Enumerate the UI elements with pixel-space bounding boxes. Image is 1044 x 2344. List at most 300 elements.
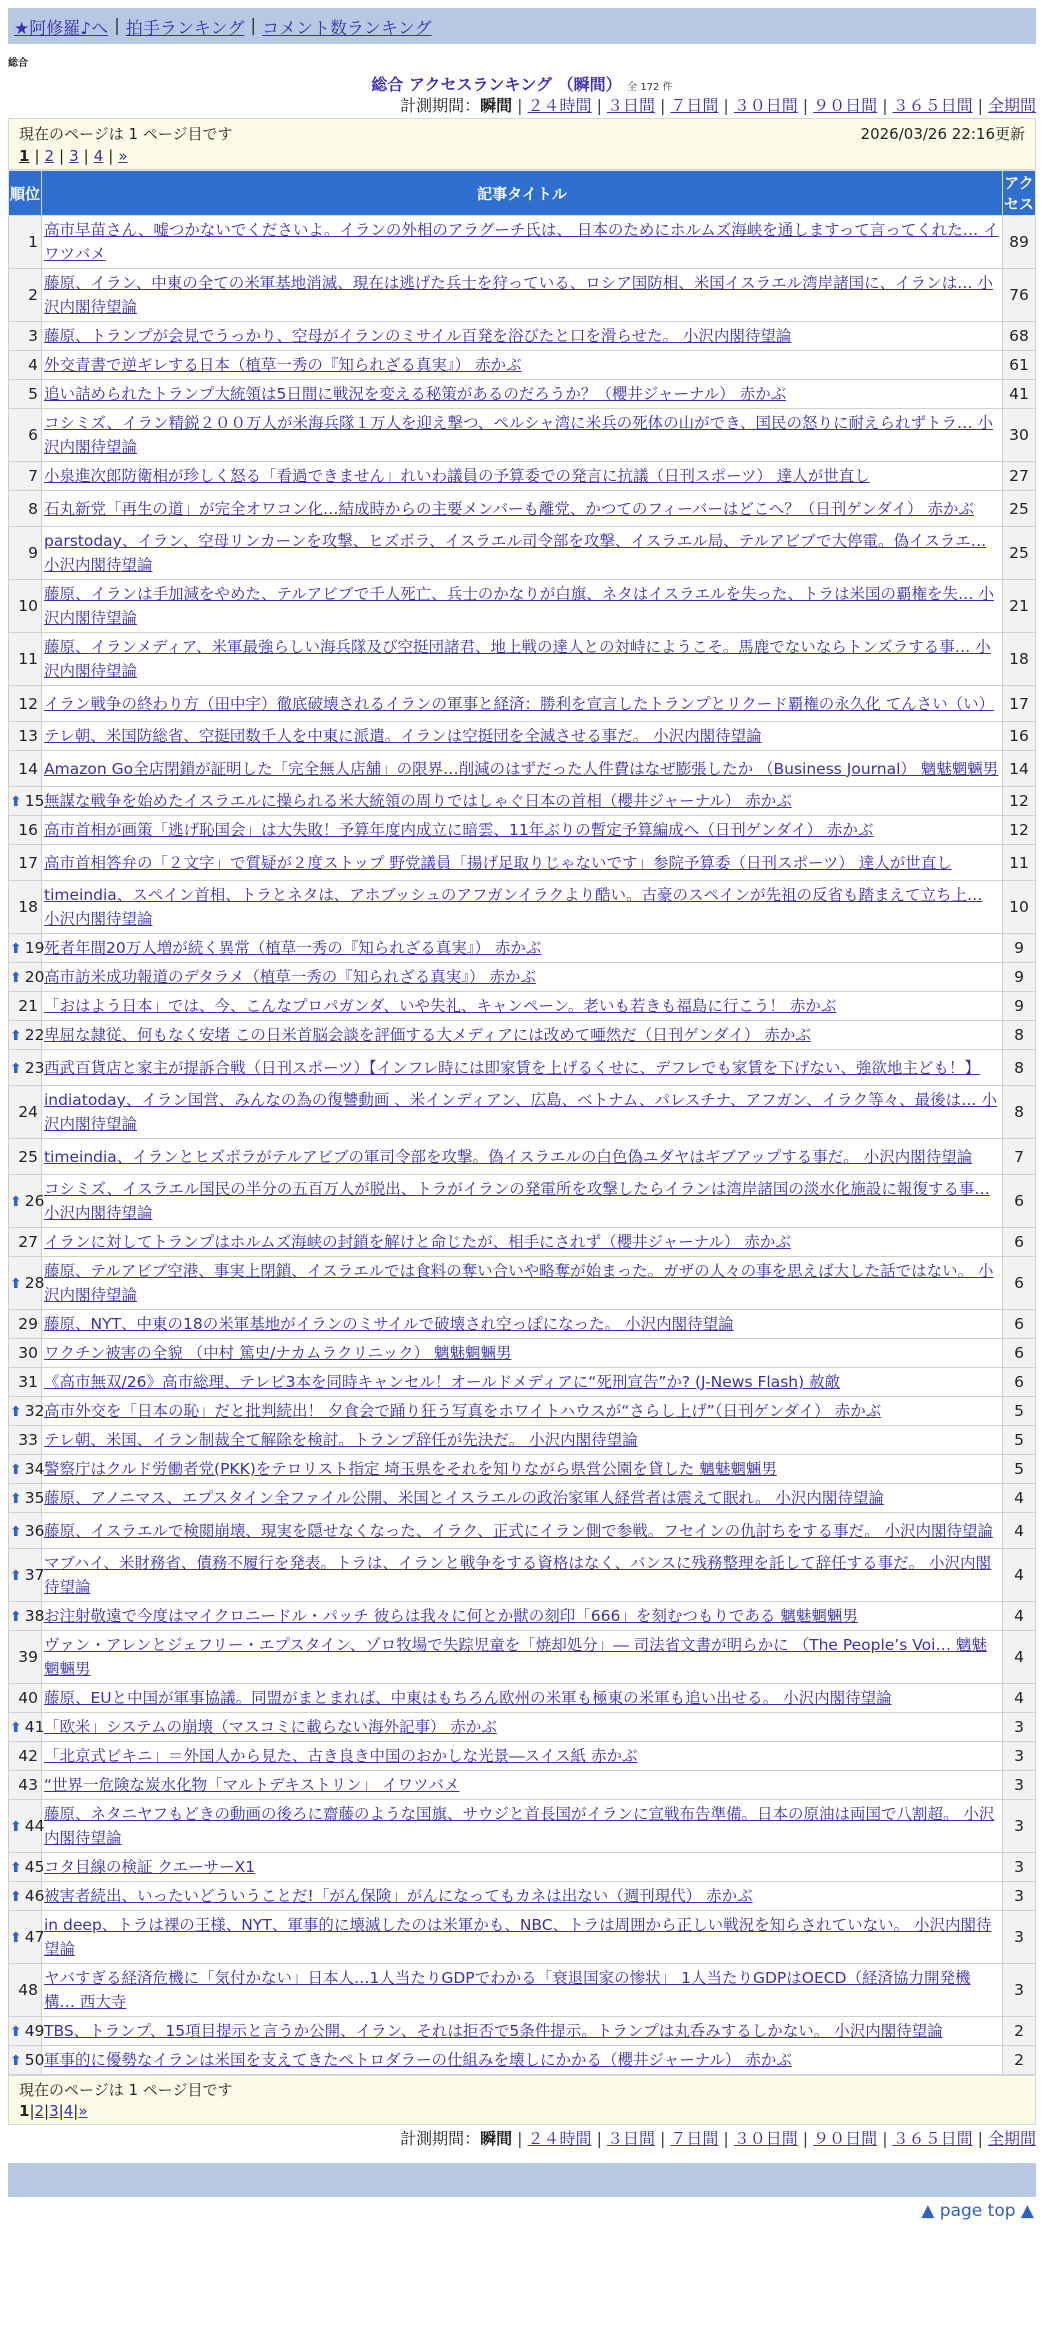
rank-number: 38	[24, 1607, 45, 1625]
title-cell	[42, 1426, 1003, 1455]
rank-cell	[9, 1228, 42, 1257]
article-link[interactable]: 軍事的に優勢なイランは米国を支えてきたペトロダラーの仕組みを壊しにかかる（櫻井ジャーナル） 赤かぶ	[44, 2051, 792, 2069]
rank-cell	[9, 1455, 45, 1484]
title-cell	[42, 1021, 1003, 1050]
article-link[interactable]: 藤原、イランメディア、米軍最強らしい海兵隊及び空挺団諸君、地上戦の達人との対峙にようこそ。馬鹿でないならトンズラする事… 小沢内閣待望論	[44, 638, 991, 680]
access-count: 5	[1003, 1397, 1036, 1426]
page-title	[0, 72, 1044, 94]
table-row	[9, 1882, 1036, 1911]
rank-cell	[9, 527, 42, 580]
article-link[interactable]: timeindia、スペイン首相、トラとネタは、アホブッシュのアフガンイラクより酷い。古豪のスペインが先祖の反省も踏まえて立ち上… 小沢内閣待望論	[44, 886, 983, 928]
title-cell	[42, 1310, 1003, 1339]
article-link[interactable]: ワクチン被害の全貌 （中村 篤史/ナカムラクリニック） 魑魅魍魎男	[44, 1344, 512, 1362]
rank-cell	[9, 633, 42, 686]
page-link[interactable]: 4	[93, 147, 104, 165]
rank-number: 44	[24, 1817, 45, 1835]
article-link[interactable]: timeindia、イランとヒズボラがテルアビブの軍司令部を攻撃。偽イスラエルの白色偽ユダヤはギブアップする事だ。 小沢内閣待望論	[44, 1147, 973, 1166]
rank-number: 49	[24, 2022, 45, 2040]
rank-number: 29	[18, 1315, 38, 1333]
rank-cell	[9, 1397, 45, 1426]
col-title-header: 記事タイトル	[42, 171, 1003, 216]
table-row	[9, 751, 1036, 787]
article-link[interactable]: コシミズ、イスラエル国民の半分の五百万人が脱出、トラがイランの発電所を攻撃したらイランは湾岸諸国の淡水化施設に報復する事… 小沢内閣待望論	[44, 1180, 990, 1222]
article-link[interactable]: 藤原、イスラエルで検閲崩壊、現実を隠せなくなった、イラク、正式にイラン側で参戦。フセインの仇討ちをする事だ。 小沢内閣待望論	[44, 1521, 994, 1540]
rank-number: 12	[18, 694, 38, 713]
rank-cell	[9, 992, 42, 1021]
rank-number: 24	[18, 1103, 38, 1121]
rank-number: 22	[24, 1026, 45, 1044]
rank-number: 5	[28, 385, 38, 403]
table-row	[9, 1771, 1036, 1800]
access-count: 11	[1003, 845, 1036, 881]
period-separator: |	[802, 96, 809, 115]
table-row	[9, 527, 1036, 580]
page-separator: |	[58, 2102, 64, 2120]
article-link[interactable]: 藤原、テルアビブ空港、事実上閉鎖、イスラエルでは食料の奪い合いや略奪が始まった。ガザの人々の事を思えば大した話ではない。 小沢内閣待望論	[44, 1262, 994, 1304]
page-link[interactable]: 3	[49, 2102, 59, 2120]
current-page: 1	[19, 147, 30, 165]
access-count: 7	[1003, 1139, 1036, 1175]
access-count: 21	[1003, 580, 1036, 633]
rank-cell	[9, 1549, 45, 1602]
title-cell	[42, 1713, 1003, 1742]
table-row	[9, 1742, 1036, 1771]
article-link[interactable]: イラン戦争の終わり方（田中宇）徹底破壊されるイランの軍事と経済：勝利を宣言したトランプとリクード覇権の永久化 てんさい（い）	[44, 694, 995, 713]
period-link[interactable]: ３６５日間	[892, 2129, 973, 2148]
rank-up-icon: ⬆	[10, 1889, 22, 1905]
access-count: 2	[1003, 2046, 1036, 2075]
rank-number: 21	[18, 997, 38, 1015]
period-link[interactable]: ７日間	[670, 2129, 719, 2148]
home-link[interactable]: ★阿修羅♪へ	[14, 18, 109, 39]
access-count: 4	[1003, 1484, 1036, 1513]
article-link[interactable]: 「欧米」システムの崩壊（マスコミに載らない海外記事） 赤かぶ	[44, 1718, 497, 1736]
access-count: 18	[1003, 633, 1036, 686]
article-link[interactable]: 《高市無双/26》高市総理、テレビ3本を同時キャンセル！オールドメディアに“死刑宣告”か? (J-News Flash) 赦敵	[44, 1373, 841, 1391]
title-cell	[42, 1339, 1003, 1368]
next-page-link[interactable]: »	[118, 147, 128, 165]
title-cell	[42, 1086, 1003, 1139]
article-link[interactable]: parstoday、イラン、空母リンカーンを攻撃、ヒズボラ、イスラエル司令部を攻撃、イスラエル局、テルアビブで大停電。偽イスラエ… 小沢内閣待望論	[44, 532, 987, 574]
rank-cell	[9, 2046, 45, 2075]
site-label: 総合	[8, 58, 28, 69]
article-link[interactable]: 高市首相が画策「逃げ恥国会」は大失敗！予算年度内成立に暗雲、11年ぶりの暫定予算編成へ（日刊ゲンダイ） 赤かぶ	[44, 821, 874, 839]
period-link[interactable]: ９０日間	[813, 2129, 878, 2148]
page-separator: |	[83, 147, 89, 165]
rank-up-icon: ⬆	[10, 2053, 22, 2069]
page-separator: |	[73, 2102, 79, 2120]
rank-number: 28	[24, 1274, 45, 1292]
title-cell	[42, 1368, 1003, 1397]
title-cell	[42, 1771, 1003, 1800]
rank-number: 43	[18, 1776, 38, 1794]
rank-up-icon: ⬆	[10, 1276, 22, 1292]
article-link[interactable]: ヤバすぎる経済危機に「気付かない」日本人…1人当たりGDPでわかる「衰退国家の惨状」 1人当たりGDPはOECD（経済協力開発機構… 西大寺	[44, 1969, 971, 2011]
article-link[interactable]: マブハイ、米財務省、債務不履行を発表。トラは、イランと戦争をする資格はなく、バンスに残務整理を託して辞任する事だ。 小沢内閣待望論	[44, 1554, 992, 1596]
rank-cell	[9, 1771, 42, 1800]
title-cell	[42, 2017, 1003, 2046]
comment-ranking-link[interactable]: コメント数ランキング	[262, 18, 432, 39]
article-link[interactable]: 死者年間20万人増が続く異常（植草一秀の『知られざる真実』） 赤かぶ	[44, 939, 542, 957]
access-count: 25	[1003, 527, 1036, 580]
table-row	[9, 1911, 1036, 1964]
title-cell	[42, 787, 1003, 816]
rank-number: 23	[24, 1058, 45, 1077]
table-row	[9, 1853, 1036, 1882]
period-link[interactable]: ３日間	[606, 2129, 655, 2148]
title-cell	[42, 1513, 1003, 1549]
table-row	[9, 1602, 1036, 1631]
access-count: 6	[1003, 1257, 1036, 1310]
table-row	[9, 1684, 1036, 1713]
article-link[interactable]: 藤原、ネタニヤフもどきの動画の後ろに齋藤のような国旗、サウジと首長国がイランに宣戦布告準備。日本の原油は両国で八割超。 小沢内閣待望論	[44, 1805, 995, 1847]
access-count: 10	[1003, 881, 1036, 934]
table-row	[9, 1455, 1036, 1484]
table-row	[9, 380, 1036, 409]
period-separator: |	[596, 96, 602, 115]
article-link[interactable]: コタ目線の検証 クエーサーX1	[44, 1858, 256, 1876]
access-count: 6	[1003, 1228, 1036, 1257]
access-count: 3	[1003, 1853, 1036, 1882]
article-link[interactable]: 石丸新党「再生の道」が完全オワコン化…結成時からの主要メンバーも離党、かつてのフィーバーはどこへ？（日刊ゲンダイ） 赤かぶ	[44, 499, 974, 518]
rank-number: 33	[18, 1431, 38, 1449]
nav-separator: |	[250, 16, 257, 36]
title-cell	[42, 845, 1003, 881]
rank-number: 15	[24, 792, 45, 810]
period-link[interactable]: ９０日間	[813, 96, 878, 115]
article-link[interactable]: イランに対してトランプはホルムズ海峡の封鎖を解けと命じたが、相手にされず（櫻井ジャーナル） 赤かぶ	[44, 1233, 791, 1251]
col-rank-header: 順位	[9, 171, 42, 216]
rank-cell	[9, 2017, 45, 2046]
title-cell	[42, 2046, 1003, 2075]
rank-number: 4	[28, 356, 38, 374]
period-link[interactable]: 全期間	[987, 2129, 1036, 2148]
access-count: 6	[1003, 1339, 1036, 1368]
table-row	[9, 491, 1036, 527]
table-row	[9, 269, 1036, 322]
access-count: 4	[1003, 1631, 1036, 1684]
access-count: 2	[1003, 2017, 1036, 2046]
title-cell	[42, 1455, 1003, 1484]
rank-number: 40	[18, 1689, 38, 1707]
article-link[interactable]: TBS、トランプ、15項目提示と言うか公開、イラン、それは拒否で5条件提示。トランプは丸呑みするしかない。 小沢内閣待望論	[44, 2022, 943, 2040]
rank-cell	[9, 491, 42, 527]
article-link[interactable]: 卑屈な隷従、何もなく安堵 この日米首脳会談を評価する大メディアには改めて唖然だ（日刊ゲンダイ） 赤かぶ	[44, 1026, 811, 1044]
page-separator: |	[29, 2102, 35, 2120]
article-link[interactable]: 藤原、アノニマス、エプスタイン全ファイル公開、米国とイスラエルの政治家軍人経営者は震えて眠れ。 小沢内閣待望論	[44, 1489, 884, 1507]
article-link[interactable]: ヴァン・アレンとジェフリー・エプスタイン、ゾロ牧場で失踪児童を「焼却処分」― 司法省文書が明らかに （The People’s Voi… 魑魅魍魎男	[44, 1636, 987, 1678]
rank-up-icon: ⬆	[10, 1860, 22, 1876]
access-count: 4	[1003, 1684, 1036, 1713]
access-count: 3	[1003, 1964, 1036, 2017]
title-cell	[42, 1228, 1003, 1257]
access-count: 16	[1003, 722, 1036, 751]
table-row	[9, 1631, 1036, 1684]
period-link[interactable]: ３０日間	[733, 2129, 798, 2148]
article-link[interactable]: 外交青書で逆ギレする日本（植草一秀の『知られざる真実』） 赤かぶ	[44, 356, 522, 374]
rank-number: 17	[18, 853, 38, 872]
page-status-bottom: 現在のページは 1 ページ目です	[19, 2080, 233, 2099]
rank-cell	[9, 1310, 42, 1339]
title-cell	[42, 1050, 1003, 1086]
page-top-link[interactable]: ▲ page top ▲	[921, 2201, 1034, 2221]
rank-up-icon: ⬆	[10, 941, 22, 957]
rank-up-icon: ⬆	[10, 1930, 22, 1946]
title-cell	[42, 1742, 1003, 1771]
article-link[interactable]: 藤原、NYT、中東の18の米軍基地がイランのミサイルで破壊され空っぽになった。 小沢内閣待望論	[44, 1315, 734, 1333]
rank-cell	[9, 686, 42, 722]
page-link[interactable]: 2	[34, 2102, 45, 2120]
rank-number: 7	[28, 467, 38, 485]
article-link[interactable]: 高市外交を「日本の恥」だと批判続出！ 夕食会で踊り狂う写真をホワイトハウスが“さらし上げ”（日刊ゲンダイ） 赤かぶ	[44, 1402, 882, 1420]
title-cell	[42, 1175, 1003, 1228]
title-cell	[42, 462, 1003, 491]
article-link[interactable]: “世界一危険な炭水化物「マルトデキストリン」 イワツバメ	[44, 1776, 460, 1794]
period-separator: |	[802, 2129, 809, 2148]
rank-up-icon: ⬆	[10, 1523, 22, 1540]
article-link[interactable]: 被害者続出、いったいどういうことだ!「がん保険」がんになってもカネは出ない（週刊現代） 赤かぶ	[44, 1887, 753, 1905]
rank-cell	[9, 1021, 45, 1050]
table-row	[9, 1086, 1036, 1139]
table-row	[9, 934, 1036, 963]
rank-number: 11	[18, 650, 38, 668]
article-link[interactable]: Amazon Go全店閉鎖が証明した「完全無人店舗」の限界…削減のはずだった人件費はなぜ膨張したか （Business Journal） 魑魅魍魎男	[44, 759, 999, 778]
rank-cell	[9, 1853, 45, 1882]
table-row	[9, 1964, 1036, 2017]
rank-number: 45	[24, 1858, 45, 1876]
rank-up-icon: ⬆	[10, 1060, 22, 1077]
table-row	[9, 1175, 1036, 1228]
page-separator: |	[44, 2102, 50, 2120]
rank-cell	[9, 787, 45, 816]
article-link[interactable]: 無謀な戦争を始めたイスラエルに操られる米大統領の周りではしゃぐ日本の首相（櫻井ジャーナル） 赤かぶ	[44, 792, 792, 810]
article-link[interactable]: 藤原、イランは手加減をやめた、テルアビブで千人死亡、兵士のかなりが白旗、ネタはイスラエルを失った、トラは米国の覇権を失… 小沢内閣待望論	[44, 585, 994, 627]
updated-time: 2026/03/26 22:16更新	[860, 124, 1025, 143]
access-count: 12	[1003, 816, 1036, 845]
rank-number: 1	[28, 233, 38, 251]
rank-cell	[9, 1257, 45, 1310]
table-row	[9, 633, 1036, 686]
rank-cell	[9, 1426, 42, 1455]
table-row	[9, 1426, 1036, 1455]
period-separator: |	[723, 96, 729, 115]
title-cell	[42, 963, 1003, 992]
table-row	[9, 1484, 1036, 1513]
rank-number: 20	[24, 968, 45, 986]
access-count: 25	[1003, 491, 1036, 527]
article-link[interactable]: テレ朝、米国防総省、空挺団数千人を中東に派遣。イランは空挺団を全滅させる事だ。 小沢内閣待望論	[44, 727, 762, 745]
rank-cell	[9, 1513, 45, 1549]
table-row	[9, 1549, 1036, 1602]
rank-cell	[9, 462, 42, 491]
rank-cell	[9, 1368, 42, 1397]
article-link[interactable]: in deep、トラは裸の王様、NYT、軍事的に壊滅したのは米軍かも、NBC、トラは周囲から正しい戦況を知らされていない。 小沢内閣待望論	[44, 1916, 992, 1958]
title-cell	[42, 881, 1003, 934]
article-link[interactable]: 追い詰められたトランプ大統領は5日間に戦況を変える秘策があるのだろうか？（櫻井ジャーナル） 赤かぶ	[44, 385, 787, 403]
rank-number: 27	[18, 1233, 38, 1251]
access-count: 3	[1003, 1911, 1036, 1964]
current-page: 1	[19, 2102, 30, 2120]
table-row	[9, 1021, 1036, 1050]
table-row	[9, 1397, 1036, 1426]
article-link[interactable]: 藤原、イラン、中東の全ての米軍基地消滅、現在は逃げた兵士を狩っている、ロシア国防相、米国イスラエル湾岸諸国に、イランは… 小沢内閣待望論	[44, 274, 994, 316]
rank-cell	[9, 1684, 42, 1713]
access-count: 8	[1003, 1086, 1036, 1139]
rank-cell	[9, 934, 45, 963]
rank-cell	[9, 1484, 45, 1513]
title-cell	[42, 1602, 1003, 1631]
title-cell	[42, 1964, 1003, 2017]
rank-number: 41	[24, 1718, 45, 1736]
rank-up-icon: ⬆	[10, 1194, 22, 1210]
rank-number: 18	[18, 898, 38, 916]
article-link[interactable]: 高市首相答弁の「２文字」で質疑が２度ストップ 野党議員「揚げ足取りじゃないです」参院予算委（日刊スポーツ） 達人が世直し	[44, 853, 952, 872]
period-link[interactable]: ３日間	[606, 96, 655, 115]
title-cell	[42, 322, 1003, 351]
title-cell	[42, 751, 1003, 787]
table-row	[9, 992, 1036, 1021]
access-count: 27	[1003, 462, 1036, 491]
page-status: 現在のページは 1 ページ目です	[19, 124, 233, 143]
article-link[interactable]: 高市早苗さん、嘘つかないでくださいよ。イランの外相のアラグーチ氏は、 日本のためにホルムズ海峡を通しますって言ってくれた… イワツバメ	[44, 221, 999, 263]
article-link[interactable]: 藤原、EUと中国が軍事協議。同盟がまとまれば、中東はもちろん欧州の米軍も極東の米軍も追い出せる。 小沢内閣待望論	[44, 1689, 892, 1707]
title-cell	[42, 491, 1003, 527]
access-count: 17	[1003, 686, 1036, 722]
title-cell	[42, 722, 1003, 751]
article-link[interactable]: 西武百貨店と家主が提訴合戦（日刊スポーツ）【インフレ時には即家賃を上げるくせに、デフレでも家賃を下げない、強欲地主ども！】	[44, 1058, 980, 1077]
period-link[interactable]: ３６５日間	[892, 96, 973, 115]
access-count: 3	[1003, 1882, 1036, 1911]
table-row	[9, 816, 1036, 845]
rank-cell	[9, 1964, 42, 2017]
page-link[interactable]: 2	[44, 147, 55, 165]
table-row	[9, 1050, 1036, 1086]
applause-ranking-link[interactable]: 拍手ランキング	[125, 18, 245, 39]
period-link[interactable]: ７日間	[670, 96, 719, 115]
rank-cell	[9, 580, 42, 633]
table-row	[9, 1257, 1036, 1310]
rank-number: 42	[18, 1747, 38, 1765]
rank-cell	[9, 1086, 42, 1139]
period-separator: |	[977, 2129, 983, 2148]
page-separator: |	[108, 147, 114, 165]
article-link[interactable]: お注射敬遠で今度はマイクロニードル・パッチ 彼らは我々に何とか獣の刻印「666」を刻むつもりである 魑魅魍魎男	[44, 1607, 858, 1625]
title-cell	[42, 1684, 1003, 1713]
access-count: 9	[1003, 992, 1036, 1021]
page-separator: |	[59, 147, 65, 165]
access-count: 89	[1003, 216, 1036, 269]
access-count: 76	[1003, 269, 1036, 322]
title-cell	[42, 1911, 1003, 1964]
rank-up-icon: ⬆	[10, 1491, 22, 1507]
article-link[interactable]: indiatoday、イラン国営、みんなの為の復讐動画 、米インディアン、広島、ベトナム、パレスチナ、アフガン、イラク等々、最後は… 小沢内閣待望論	[44, 1091, 998, 1133]
rank-cell	[9, 1631, 42, 1684]
title-cell	[42, 816, 1003, 845]
title-cell	[42, 409, 1003, 462]
table-row	[9, 1139, 1036, 1175]
table-row	[9, 1228, 1036, 1257]
rank-number: 8	[28, 499, 38, 518]
table-row	[9, 1513, 1036, 1549]
access-count: 5	[1003, 1455, 1036, 1484]
pager-bottom	[8, 2075, 1036, 2125]
rank-cell	[9, 269, 42, 322]
table-row	[9, 462, 1036, 491]
page-links	[19, 145, 1025, 167]
next-page-link[interactable]: »	[78, 2102, 88, 2120]
rank-cell	[9, 881, 42, 934]
rank-cell	[9, 1339, 42, 1368]
rank-number: 36	[24, 1521, 45, 1540]
period-link[interactable]: ３０日間	[733, 96, 798, 115]
table-row	[9, 2017, 1036, 2046]
rank-number: 13	[18, 727, 38, 745]
article-link[interactable]: 小泉進次郎防衛相が珍しく怒る「看過できません」れいわ議員の予算委での発言に抗議（日刊スポーツ） 達人が世直し	[44, 467, 870, 485]
title-cell	[42, 351, 1003, 380]
period-separator: |	[977, 96, 983, 115]
period-link[interactable]: ２４時間	[527, 2129, 592, 2148]
page-separator: |	[34, 147, 40, 165]
period-link[interactable]: ２４時間	[527, 96, 592, 115]
rank-cell	[9, 380, 42, 409]
title-cell	[42, 580, 1003, 633]
article-link[interactable]: 警察庁はクルド労働者党(PKK)をテロリスト指定 埼玉県をそれを知りながら県営公園を貸した 魑魅魍魎男	[44, 1460, 777, 1478]
table-row	[9, 1310, 1036, 1339]
total-count: 全 172 件	[627, 82, 673, 93]
rank-cell	[9, 1800, 45, 1853]
rank-up-icon: ⬆	[10, 794, 22, 810]
table-row	[9, 1800, 1036, 1853]
article-link[interactable]: 藤原、トランプが会見でうっかり、空母がイランのミサイル百発を浴びたと口を滑らせた。 小沢内閣待望論	[44, 327, 792, 345]
article-link[interactable]: 「北京式ビキニ」＝外国人から見た、古き良き中国のおかしな光景―スイス紙 赤かぶ	[44, 1747, 638, 1765]
period-separator: |	[659, 2129, 666, 2148]
page-link[interactable]: 4	[63, 2102, 74, 2120]
title-cell	[42, 216, 1003, 269]
period-link[interactable]: 全期間	[987, 96, 1036, 115]
page-link[interactable]: 3	[69, 147, 79, 165]
article-link[interactable]: 高市訪米成功報道のデタラメ（植草一秀の『知られざる真実』） 赤かぶ	[44, 968, 536, 986]
rank-cell	[9, 1882, 45, 1911]
title-cell	[42, 934, 1003, 963]
article-link[interactable]: 「おはよう日本」では、今、こんなプロパガンダ、いや失礼、キャンペーン。老いも若きも福島に行こう！ 赤かぶ	[44, 997, 837, 1015]
rank-cell	[9, 1602, 45, 1631]
rank-cell	[9, 845, 42, 881]
period-separator: |	[882, 2129, 888, 2148]
period-separator: |	[517, 96, 523, 115]
access-count: 30	[1003, 409, 1036, 462]
article-link[interactable]: コシミズ、イラン精鋭２００万人が米海兵隊１万人を迎え撃つ、ペルシャ湾に米兵の死体の山ができ、国民の怒りに耐えられずトラ… 小沢内閣待望論	[44, 414, 993, 456]
period-separator: |	[596, 2129, 602, 2148]
title-cell	[42, 1139, 1003, 1175]
article-link[interactable]: テレ朝、米国、イラン制裁全て解除を検討。トランプ辞任が先決だ。 小沢内閣待望論	[44, 1431, 638, 1449]
period-separator: |	[723, 2129, 729, 2148]
title-cell	[42, 1549, 1003, 1602]
rank-up-icon: ⬆	[10, 1720, 22, 1736]
rank-number: 48	[18, 1981, 38, 1999]
rank-number: 19	[24, 939, 45, 957]
access-count: 4	[1003, 1602, 1036, 1631]
rank-number: 14	[18, 759, 38, 778]
rank-cell	[9, 722, 42, 751]
rank-cell	[9, 351, 42, 380]
rank-cell	[9, 1713, 45, 1742]
rank-number: 3	[28, 327, 38, 345]
table-row	[9, 845, 1036, 881]
access-count: 3	[1003, 1713, 1036, 1742]
rank-up-icon: ⬆	[10, 1462, 22, 1478]
table-row	[9, 216, 1036, 269]
period-current: 瞬間	[480, 96, 513, 115]
